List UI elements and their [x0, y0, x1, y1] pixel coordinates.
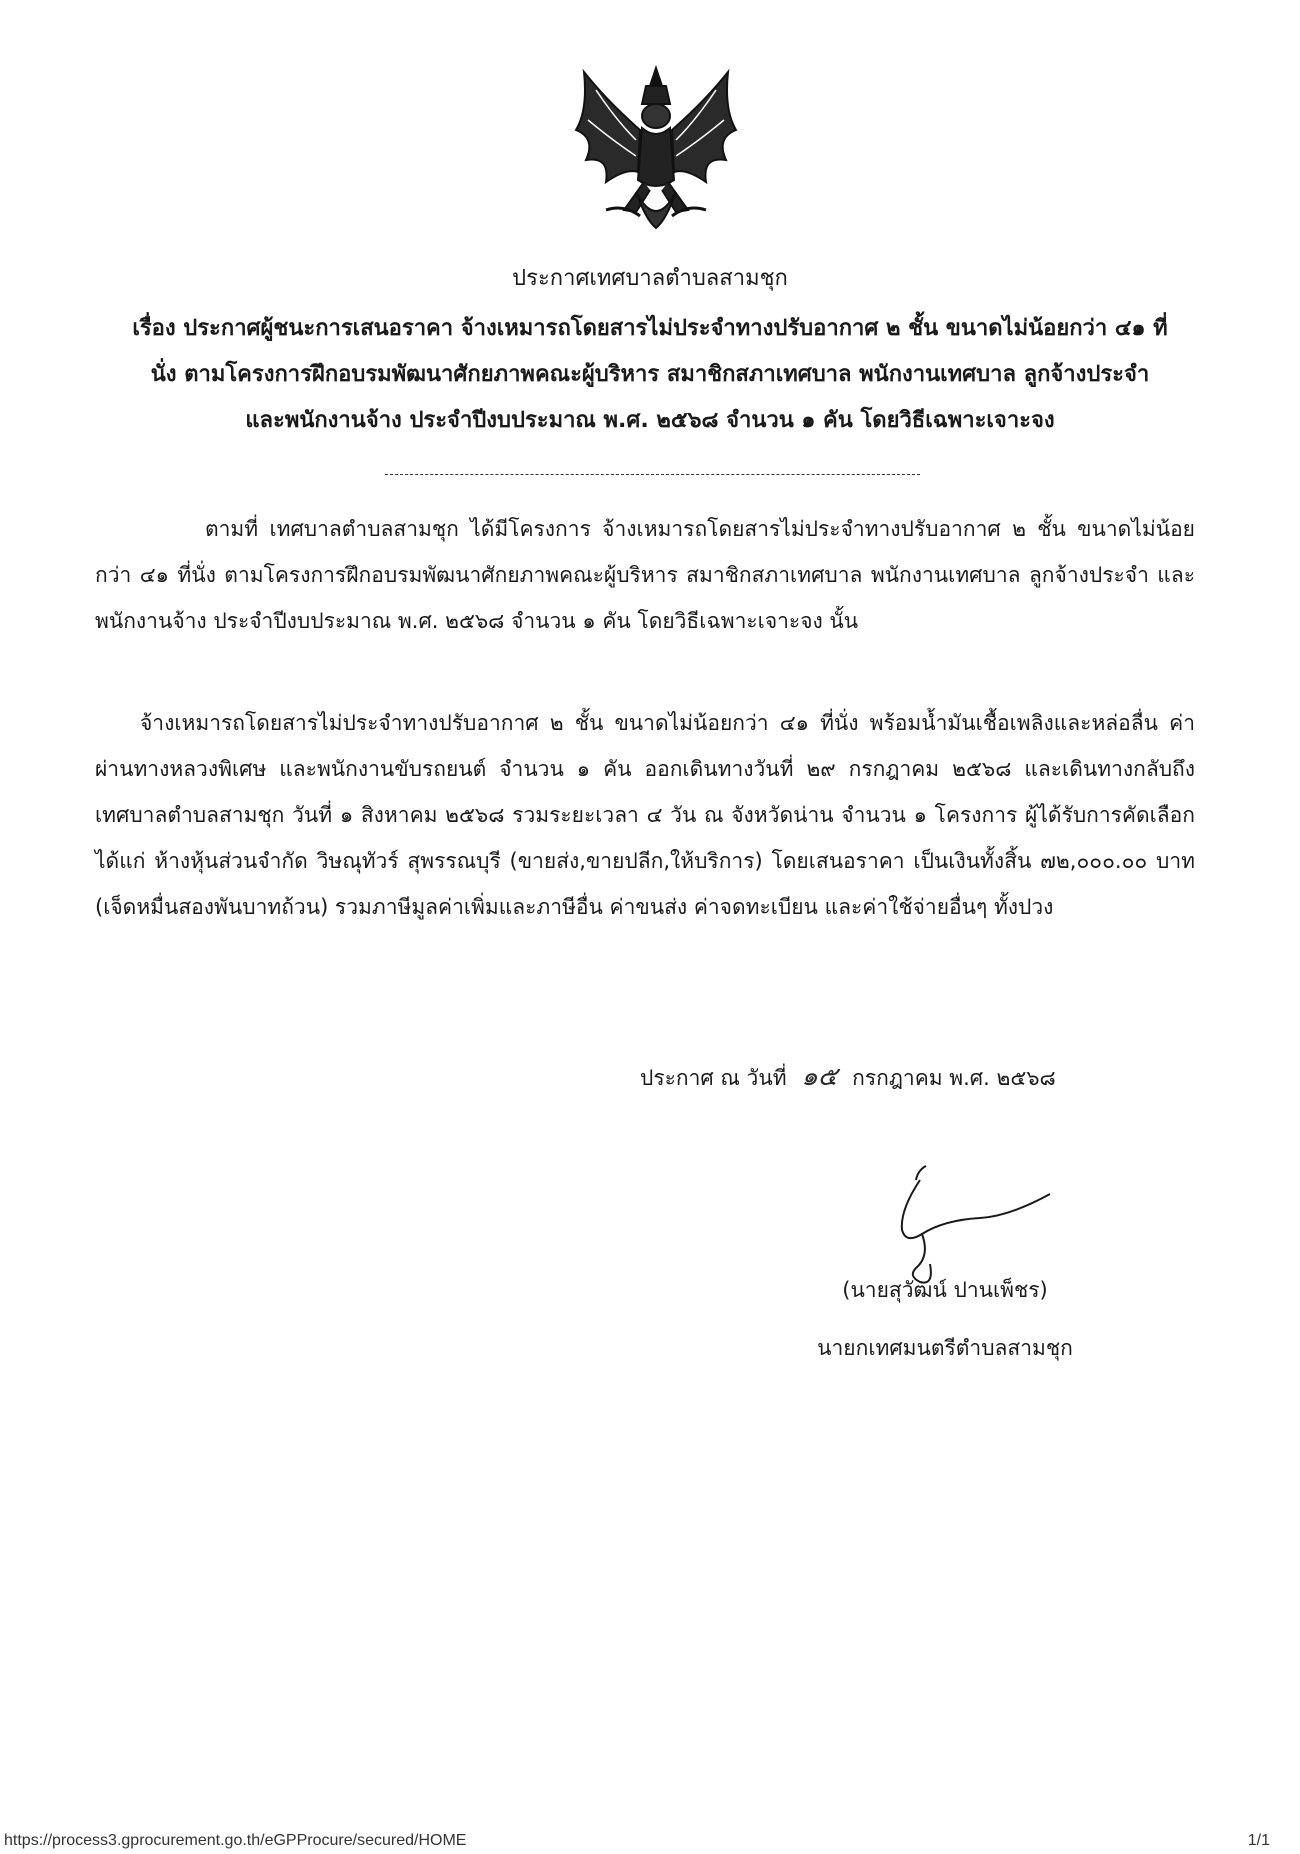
separator-line [385, 474, 920, 475]
garuda-emblem-icon [566, 60, 746, 240]
subject-line: นั่ง ตามโครงการฝึกอบรมพัฒนาศักยภาพคณะผู้บริหาร สมาชิกสภาเทศบาล พนักงานเทศบาล ลูกจ้างประจำ [150, 362, 1150, 387]
body-paragraph-intro: ตามที่ เทศบาลตำบลสามชุก ได้มีโครงการ จ้างเหมารถโดยสารไม่ประจำทางปรับอากาศ ๒ ชั้น ขนาดไม่น้อยกว่า ๔๑ ที่นั่ง ตามโครงการฝึกอบรมพัฒนาศักยภาพคณะผู้บริหาร สมาชิกสภาเทศบาล พนักงานเทศบาล ลูกจ้างประจำ และพนักงานจ้าง ประจำปีงบประมาณ พ.ศ. ๒๕๖๘ จำนวน ๑ คัน โดยวิธีเฉพาะเจาะจง นั้น [95, 517, 1195, 633]
date-suffix: กรกฎาคม พ.ศ. ๒๕๖๘ [852, 1066, 1056, 1090]
date-day-handwritten: ๑๕ [801, 1062, 838, 1092]
footer-url: https://process3.gprocurement.go.th/eGPProcure/secured/HOME [4, 1832, 467, 1849]
signer-name: (นายสุวัฒน์ ปานเพ็ชร) [842, 1278, 1048, 1302]
date-prefix: ประกาศ ณ วันที่ [640, 1066, 787, 1090]
signer-title: นายกเทศมนตรีตำบลสามชุก [817, 1336, 1073, 1360]
announcement-date [640, 1059, 1200, 1096]
subject-line: เรื่อง ประกาศผู้ชนะการเสนอราคา จ้างเหมารถโดยสารไม่ประจำทางปรับอากาศ ๒ ชั้น ขนาดไม่น้อยกว่า ๔๑ ที่ [132, 316, 1168, 341]
announcement-subject [100, 306, 1200, 444]
subject-line: และพนักงานจ้าง ประจำปีงบประมาณ พ.ศ. ๒๕๖๘ จำนวน ๑ คัน โดยวิธีเฉพาะเจาะจง [245, 408, 1055, 433]
body-paragraph-award: จ้างเหมารถโดยสารไม่ประจำทางปรับอากาศ ๒ ชั้น ขนาดไม่น้อยกว่า ๔๑ ที่นั่ง พร้อมน้ำมันเชื้อเพลิงและหล่อลื่น ค่าผ่านทางหลวงพิเศษ และพนักงานขับรถยนต์ จำนวน ๑ คัน ออกเดินทางวันที่ ๒๙ กรกฎาคม ๒๕๖๘ และเดินทางกลับถึงเทศบาลตำบลสามชุก วันที่ ๑ สิงหาคม ๒๕๖๘ รวมระยะเวลา ๔ วัน ณ จังหวัดน่าน จำนวน ๑ โครงการ ผู้ได้รับการคัดเลือก ได้แก่ ห้างหุ้นส่วนจำกัด วิษณุทัวร์ สุพรรณบุรี (ขายส่ง,ขายปลีก,ให้บริการ) โดยเสนอราคา เป็นเงินทั้งสิ้น ๗๒,๐๐๐.๐๐ บาท (เจ็ดหมื่นสองพันบาทถ้วน) รวมภาษีมูลค่าเพิ่มและภาษีอื่น ค่าขนส่ง ค่าจดทะเบียน และค่าใช้จ่ายอื่นๆ ทั้งปวง [95, 711, 1195, 919]
announcement-title: ประกาศเทศบาลตำบลสามชุก [512, 266, 788, 291]
footer-page-number: 1/1 [1247, 1832, 1270, 1849]
